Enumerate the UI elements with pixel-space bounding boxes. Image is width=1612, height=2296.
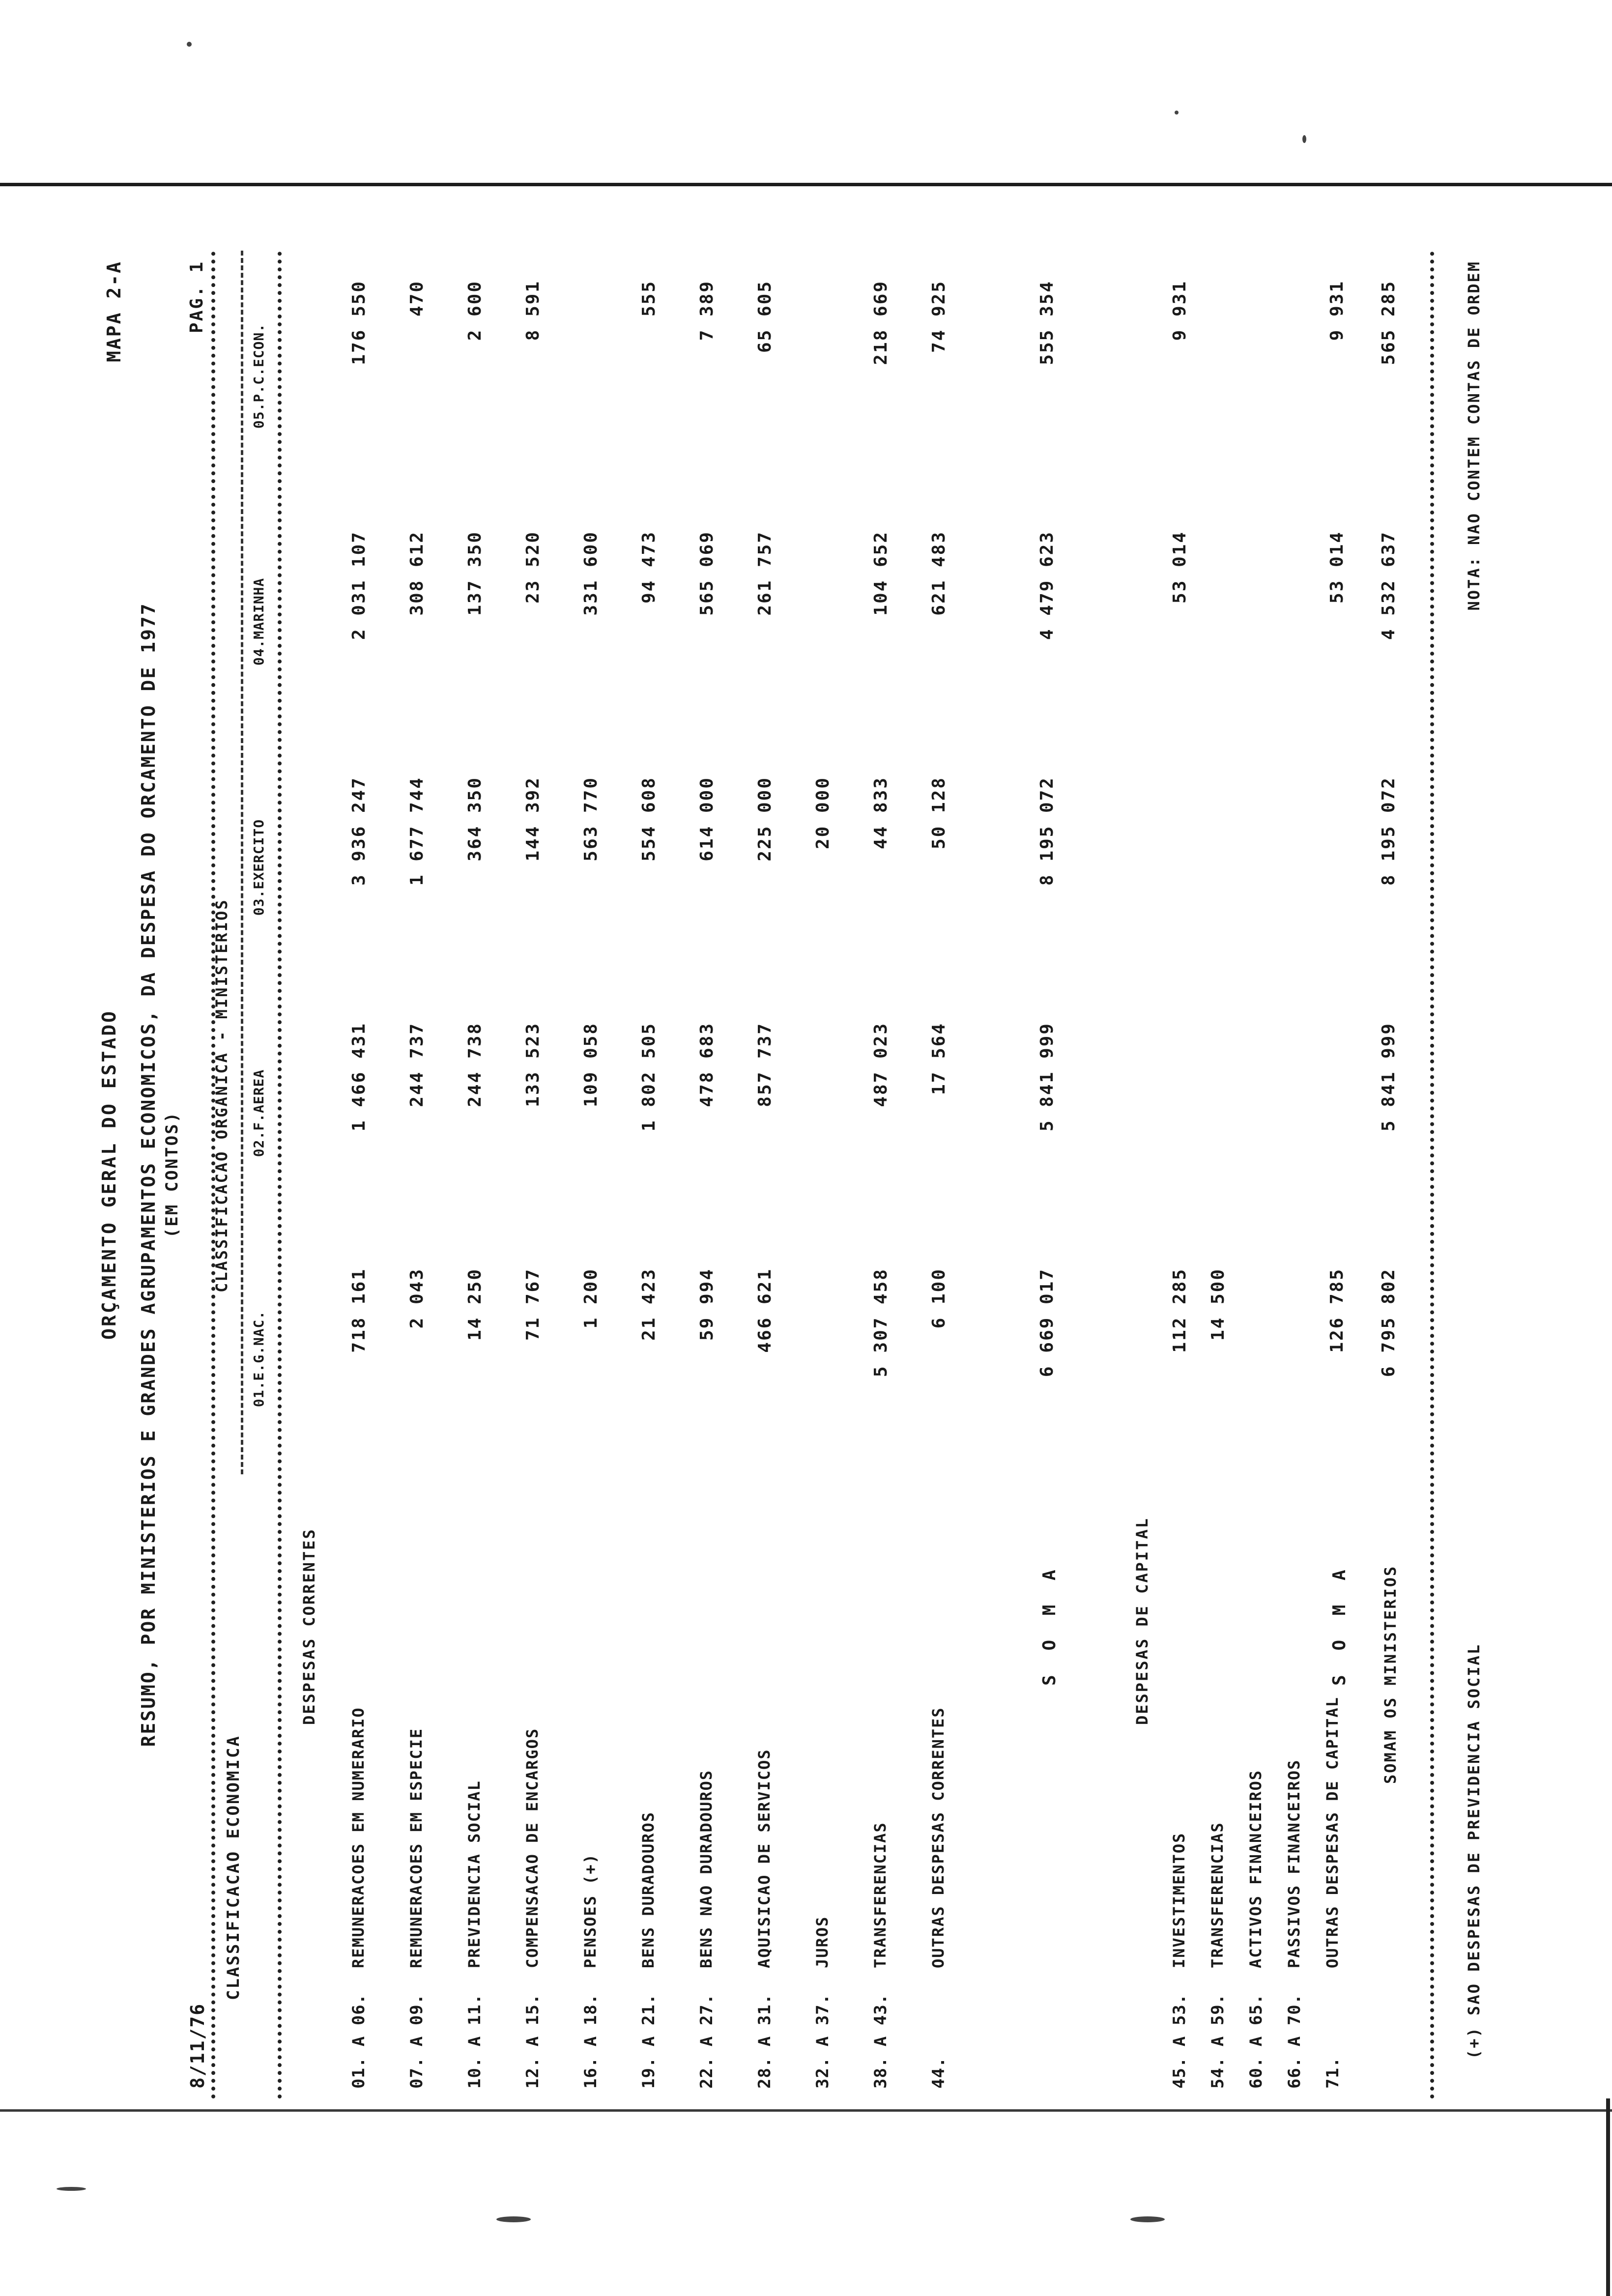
row-label: PENSOES (+) xyxy=(581,1853,600,1968)
ministry-header-5: 05.P.C.ECON. xyxy=(251,323,267,429)
cell-value: 5 841 999 xyxy=(1379,1022,1399,1132)
document-subtitle: RESUMO, POR MINISTERIOS E GRANDES AGRUPAMENTOS ECONOMICOS, DA DESPESA DO ORCAMENTO DE 1977 xyxy=(138,602,159,1747)
row-code: 32. A 37. xyxy=(813,1993,833,2089)
cell-value: 50 128 xyxy=(929,776,949,850)
footnote-pensions: (+) SAO DESPESAS DE PREVIDENCIA SOCIAL xyxy=(1465,1643,1483,2059)
row-code: 01. A 06. xyxy=(349,1993,369,2089)
cell-value: 555 354 xyxy=(1037,280,1057,365)
row-code: 45. A 53. xyxy=(1170,1993,1189,2089)
row-label: ACTIVOS FINANCEIROS xyxy=(1246,1769,1265,1968)
cell-value: 621 483 xyxy=(929,531,949,616)
cell-value: 857 737 xyxy=(755,1022,775,1107)
budget-sheet xyxy=(84,251,1499,2098)
cell-value: 563 770 xyxy=(581,776,601,861)
cell-value: 3 936 247 xyxy=(349,776,369,886)
cell-value: 1 677 744 xyxy=(407,776,427,886)
cell-value: 261 757 xyxy=(755,531,775,616)
cell-value: 554 608 xyxy=(639,776,659,861)
cell-value: 9 931 xyxy=(1170,280,1190,341)
cell-value: 137 350 xyxy=(465,531,485,616)
cell-value: 6 100 xyxy=(929,1268,949,1329)
cell-value: 8 195 072 xyxy=(1379,776,1399,886)
cell-value: 6 795 802 xyxy=(1379,1268,1399,1378)
row-label: PASSIVOS FINANCEIROS xyxy=(1285,1759,1303,1968)
row-code: 28. A 31. xyxy=(755,1993,775,2089)
cell-value: 244 737 xyxy=(407,1022,427,1107)
cell-value: 478 683 xyxy=(697,1022,717,1107)
ministry-header-1: 01.E.G.NAC. xyxy=(251,1310,267,1407)
org-column-header: CLASSIFICACAO ORGANICA - MINISTERIOS xyxy=(212,898,231,1292)
cell-value: 565 069 xyxy=(697,531,717,616)
map-label: MAPA 2-A xyxy=(103,260,125,363)
scan-speck xyxy=(57,2187,86,2191)
cell-value: 4 479 623 xyxy=(1037,531,1057,640)
row-code: 44. xyxy=(929,2057,949,2089)
row-label: REMUNERACOES EM ESPECIE xyxy=(407,1727,426,1968)
unit-label: (EM CONTOS) xyxy=(162,1111,182,1238)
row-label: REMUNERACOES EM NUMERARIO xyxy=(349,1707,368,1968)
cell-value: 17 564 xyxy=(929,1022,949,1095)
row-code: 10. A 11. xyxy=(465,1993,485,2089)
row-code: 16. A 18. xyxy=(581,1993,601,2089)
scan-speck xyxy=(1302,135,1306,143)
capital-sum-label: S O M A xyxy=(1329,1563,1350,1686)
row-label: JUROS xyxy=(813,1916,832,1968)
cell-value: 4 532 637 xyxy=(1379,531,1399,640)
cell-value: 21 423 xyxy=(639,1268,659,1341)
cell-value: 2 600 xyxy=(465,280,485,341)
row-code: 66. A 70. xyxy=(1285,1993,1304,2089)
cell-value: 71 767 xyxy=(523,1268,543,1341)
org-header-rule xyxy=(241,251,243,1474)
cell-value: 308 612 xyxy=(407,531,427,616)
cell-value: 112 285 xyxy=(1170,1268,1190,1353)
cell-value: 65 605 xyxy=(755,280,775,353)
cell-value: 144 392 xyxy=(523,776,543,861)
scan-speck xyxy=(496,2216,531,2222)
document-date: 8/11/76 xyxy=(187,2003,208,2089)
row-label: COMPENSACAO DE ENCARGOS xyxy=(523,1727,542,1968)
footnote-accounts: NOTA: NAO CONTEM CONTAS DE ORDEM xyxy=(1465,260,1483,611)
row-code: 38. A 43. xyxy=(871,1993,891,2089)
cell-value: 109 058 xyxy=(581,1022,601,1107)
row-code: 54. A 59. xyxy=(1208,1993,1228,2089)
cell-value: 487 023 xyxy=(871,1022,891,1107)
row-code: 07. A 09. xyxy=(407,1993,427,2089)
cell-value: 565 285 xyxy=(1379,280,1399,365)
cell-value: 614 000 xyxy=(697,776,717,861)
grand-total-label: SOMAM OS MINISTERIOS xyxy=(1381,1565,1400,1784)
row-label: OUTRAS DESPESAS CORRENTES xyxy=(929,1707,948,1968)
cell-value: 14 500 xyxy=(1208,1268,1228,1341)
cell-value: 225 000 xyxy=(755,776,775,861)
cell-value: 59 994 xyxy=(697,1268,717,1341)
row-label: TRANSFERENCIAS xyxy=(1208,1822,1227,1968)
row-code: 12. A 15. xyxy=(523,1993,543,2089)
cell-value: 44 833 xyxy=(871,776,891,850)
cell-value: 2 031 107 xyxy=(349,531,369,640)
scan-top-border xyxy=(0,183,1612,186)
cell-value: 5 307 458 xyxy=(871,1268,891,1378)
cell-value: 53 014 xyxy=(1170,531,1190,604)
cell-value: 5 841 999 xyxy=(1037,1022,1057,1132)
cell-value: 14 250 xyxy=(465,1268,485,1341)
cell-value: 53 014 xyxy=(1327,531,1347,604)
row-label: BENS DURADOUROS xyxy=(639,1811,658,1968)
scan-speck xyxy=(1175,111,1179,115)
scan-bottom-border xyxy=(0,2109,1612,2112)
scan-right-edge xyxy=(1606,2098,1610,2296)
cell-value: 9 931 xyxy=(1327,280,1347,341)
row-label: AQUISICAO DE SERVICOS xyxy=(755,1749,774,1968)
row-label: PREVIDENCIA SOCIAL xyxy=(465,1780,484,1968)
cell-value: 8 591 xyxy=(523,280,543,341)
ministry-header-2: 02.F.AEREA xyxy=(251,1069,267,1157)
table-bottom-border xyxy=(1430,251,1434,2098)
cell-value: 555 xyxy=(639,280,659,317)
cell-value: 1 466 431 xyxy=(349,1022,369,1132)
cell-value: 8 195 072 xyxy=(1037,776,1057,886)
document-title: ORÇAMENTO GERAL DO ESTADO xyxy=(98,1009,120,1340)
current-sum-label: S O M A xyxy=(1039,1563,1060,1686)
row-label: BENS NAO DURADOUROS xyxy=(697,1769,716,1968)
cell-value: 126 785 xyxy=(1327,1268,1347,1353)
row-code: 22. A 27. xyxy=(697,1993,717,2089)
section-current-expenses: DESPESAS CORRENTES xyxy=(300,1528,318,1725)
cell-value: 244 738 xyxy=(465,1022,485,1107)
cell-value: 1 200 xyxy=(581,1268,601,1329)
ministry-header-3: 03.EXERCITO xyxy=(251,819,267,916)
row-code: 19. A 21. xyxy=(639,1993,659,2089)
cell-value: 6 669 017 xyxy=(1037,1268,1057,1378)
cell-value: 94 473 xyxy=(639,531,659,604)
row-label: OUTRAS DESPESAS DE CAPITAL xyxy=(1323,1696,1342,1968)
cell-value: 1 802 505 xyxy=(639,1022,659,1132)
cell-value: 718 161 xyxy=(349,1268,369,1353)
row-code: 60. A 65. xyxy=(1246,1993,1266,2089)
cell-value: 7 389 xyxy=(697,280,717,341)
row-label: INVESTIMENTOS xyxy=(1170,1832,1188,1968)
cell-value: 23 520 xyxy=(523,531,543,604)
cell-value: 364 350 xyxy=(465,776,485,861)
cell-value: 331 600 xyxy=(581,531,601,616)
page-number: PAG. 1 xyxy=(187,260,207,334)
cell-value: 2 043 xyxy=(407,1268,427,1329)
cell-value: 74 925 xyxy=(929,280,949,353)
cell-value: 176 550 xyxy=(349,280,369,365)
scan-speck xyxy=(187,42,192,47)
ministry-header-4: 04.MARINHA xyxy=(251,577,267,666)
econ-column-header: CLASSIFICACAO ECONOMICA xyxy=(224,1735,243,2000)
cell-value: 466 621 xyxy=(755,1268,775,1353)
row-label: TRANSFERENCIAS xyxy=(871,1822,890,1968)
cell-value: 133 523 xyxy=(523,1022,543,1107)
scan-speck xyxy=(1130,2216,1165,2222)
section-capital-expenses: DESPESAS DE CAPITAL xyxy=(1133,1517,1151,1725)
cell-value: 470 xyxy=(407,280,427,317)
header-bottom-border xyxy=(278,251,282,2098)
cell-value: 218 669 xyxy=(871,280,891,365)
cell-value: 104 652 xyxy=(871,531,891,616)
row-code: 71. xyxy=(1323,2057,1343,2089)
cell-value: 20 000 xyxy=(813,776,833,850)
